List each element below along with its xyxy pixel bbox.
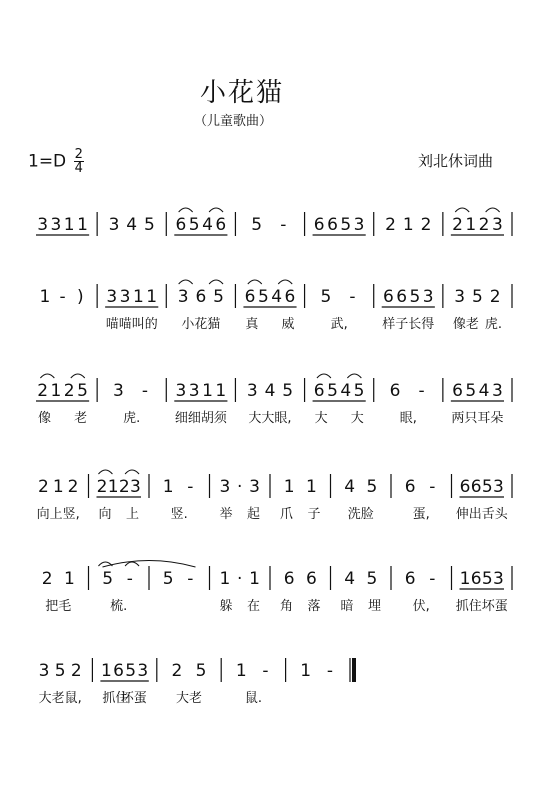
note: 6 xyxy=(195,287,207,307)
lyric-text: 老 xyxy=(74,411,88,426)
slur-arc xyxy=(125,470,139,474)
note: 4 xyxy=(264,381,276,401)
note: 2 xyxy=(96,477,108,497)
note: 1 xyxy=(402,215,414,235)
lyric-text: 虎. xyxy=(123,411,141,426)
note: 3 xyxy=(491,215,503,235)
note: 6 xyxy=(382,287,394,307)
note: 5 xyxy=(77,381,88,401)
song-subtitle: （儿童歌曲） xyxy=(194,114,273,129)
lyric-text: 躲 xyxy=(219,599,233,614)
note: 6 xyxy=(470,477,482,497)
lyric-text: 鼠. xyxy=(244,691,262,706)
lyric-text: 大 xyxy=(314,411,328,426)
note: 3 xyxy=(130,477,141,497)
note: 2 xyxy=(63,381,75,401)
note: 5 xyxy=(327,381,338,401)
note: - xyxy=(280,215,287,235)
note: 3 xyxy=(491,381,503,401)
note: 2 xyxy=(67,477,79,497)
note: 6 xyxy=(244,287,256,307)
note: 5 xyxy=(54,661,66,681)
note: 6 xyxy=(404,569,416,589)
note: 1 xyxy=(305,477,317,497)
lyric-text: 真 xyxy=(245,317,259,332)
note: 5 xyxy=(257,287,269,307)
lyric-text: 爪 xyxy=(280,507,294,522)
note: 1 xyxy=(50,381,62,401)
note: 1 xyxy=(63,569,75,589)
note: 6 xyxy=(305,569,317,589)
note: 2 xyxy=(478,215,490,235)
lyric-text: 起 xyxy=(246,507,260,522)
note: 2 xyxy=(420,215,432,235)
note: 4 xyxy=(340,381,352,401)
slur-arc xyxy=(98,470,112,474)
lyric-text: 眼, xyxy=(399,411,417,426)
note: · xyxy=(237,477,243,497)
slur-arc xyxy=(209,280,223,284)
note: 3 xyxy=(38,661,50,681)
note: 5 xyxy=(213,287,224,307)
note: 5 xyxy=(409,287,421,307)
note: 3 xyxy=(137,661,149,681)
lyric-text: 抓住 xyxy=(102,691,129,706)
slur-arc xyxy=(125,562,139,566)
lyric-text: 威 xyxy=(281,317,295,332)
note: 2 xyxy=(489,287,501,307)
note: 5 xyxy=(481,477,493,497)
slur-arc xyxy=(347,374,361,378)
note: 4 xyxy=(126,215,138,235)
lyric-text: 蛋, xyxy=(412,507,430,522)
lyric-text: 喵喵叫的 xyxy=(105,317,158,332)
note: 6 xyxy=(215,215,227,235)
note: 2 xyxy=(385,215,396,235)
note: 6 xyxy=(327,215,338,235)
lyric-text: 暗 xyxy=(340,599,354,614)
note: 3 xyxy=(113,381,124,401)
note: 6 xyxy=(313,215,325,235)
slur-arc xyxy=(179,208,193,212)
note: 5 xyxy=(162,569,174,589)
slur-arc xyxy=(455,208,469,212)
note: 5 xyxy=(465,381,477,401)
note: 1 xyxy=(63,215,75,235)
note: 5 xyxy=(366,569,378,589)
lyric-text: 武, xyxy=(330,317,348,332)
note: 2 xyxy=(38,477,49,497)
note: 3 xyxy=(246,381,258,401)
note: 1 xyxy=(146,287,158,307)
note: - xyxy=(429,477,436,497)
note: 3 xyxy=(353,215,365,235)
lyric-text: 小花猫 xyxy=(181,317,221,332)
note: 2 xyxy=(37,381,49,401)
lyric-text: 举 xyxy=(219,507,233,522)
lyric-text: 大 xyxy=(350,411,364,426)
note: 6 xyxy=(113,661,124,681)
note: 5 xyxy=(188,215,200,235)
note: 1 xyxy=(219,569,231,589)
note: 3 xyxy=(188,381,200,401)
note: 1 xyxy=(465,215,477,235)
note: 4 xyxy=(344,569,356,589)
note: 6 xyxy=(389,381,401,401)
note: 6 xyxy=(470,569,482,589)
lyric-text: 洗脸 xyxy=(347,507,374,522)
note: 6 xyxy=(396,287,408,307)
lyric-text: 抓住坏蛋 xyxy=(455,599,508,614)
note: 6 xyxy=(459,477,471,497)
lyric-text: 虎. xyxy=(484,317,502,332)
note: 2 xyxy=(171,661,183,681)
note: 1 xyxy=(77,215,88,235)
note: 3 xyxy=(177,287,189,307)
lyric-text: 大老鼠, xyxy=(38,691,82,706)
lyric-text: 像老 xyxy=(452,317,479,332)
key-label: 1=D xyxy=(28,151,67,172)
lyric-text: 上 xyxy=(125,507,139,522)
lyric-text: 像 xyxy=(38,411,52,426)
note: - xyxy=(429,569,436,589)
lyric-text: 样子长得 xyxy=(382,317,435,332)
note: 5 xyxy=(340,215,352,235)
note: 4 xyxy=(202,215,213,235)
note: 5 xyxy=(102,569,114,589)
note: - xyxy=(262,661,269,681)
lyric-text: 伏, xyxy=(412,599,430,614)
note: 5 xyxy=(481,569,493,589)
note: 5 xyxy=(144,215,155,235)
lyric-text: 角 xyxy=(280,599,294,614)
note: 5 xyxy=(366,477,378,497)
slur-arc xyxy=(209,208,223,212)
lyric-text: 埋 xyxy=(367,599,381,614)
lyric-text: 把毛 xyxy=(45,599,72,614)
lyric-text: 伸出舌头 xyxy=(455,507,508,522)
lyric-text: 子 xyxy=(307,507,321,522)
note: 1 xyxy=(215,381,227,401)
note: 3 xyxy=(493,569,504,589)
note: 6 xyxy=(175,215,187,235)
note: 6 xyxy=(313,381,325,401)
note: - xyxy=(187,569,194,589)
note: 3 xyxy=(50,215,62,235)
lyric-text: 向 xyxy=(98,507,112,522)
lyric-text: 大大眼, xyxy=(248,411,292,426)
final-barline xyxy=(352,658,356,682)
lyric-text: 两只耳朵 xyxy=(451,411,504,426)
note: - xyxy=(141,381,149,401)
note: 3 xyxy=(106,287,118,307)
lyric-text: 在 xyxy=(246,599,260,614)
time-signature-numerator: 2 xyxy=(74,147,83,162)
note: 1 xyxy=(162,477,174,497)
note: 3 xyxy=(175,381,187,401)
note: 3 xyxy=(108,215,120,235)
note: 1 xyxy=(283,477,295,497)
note: 6 xyxy=(284,287,296,307)
note: 3 xyxy=(119,287,131,307)
lyric-text: 落 xyxy=(307,599,321,614)
note: 1 xyxy=(39,287,51,307)
note: 1 xyxy=(235,661,247,681)
note: ) xyxy=(76,287,84,307)
slur-arc xyxy=(278,280,292,284)
note: - xyxy=(59,287,66,307)
note: 3 xyxy=(249,477,260,497)
note: 4 xyxy=(478,381,490,401)
note: 5 xyxy=(353,381,365,401)
author-credit: 刘北休词曲 xyxy=(418,152,494,170)
note: 1 xyxy=(249,569,260,589)
note: 3 xyxy=(422,287,434,307)
slur-arc xyxy=(179,280,193,284)
note: 5 xyxy=(125,661,137,681)
note: 3 xyxy=(454,287,466,307)
note: 5 xyxy=(320,287,332,307)
lyric-text: 梳. xyxy=(110,599,128,614)
lyric-text: 竖. xyxy=(170,507,188,522)
slur-arc xyxy=(248,280,262,284)
note: - xyxy=(418,381,425,401)
note: 5 xyxy=(472,287,483,307)
note: 5 xyxy=(251,215,263,235)
slur-arc xyxy=(71,374,85,378)
note: 5 xyxy=(282,381,294,401)
song-title: 小花猫 xyxy=(200,78,285,108)
note: - xyxy=(349,287,356,307)
note: 3 xyxy=(37,215,49,235)
slur-arc xyxy=(486,208,500,212)
lyric-text: 向上竖, xyxy=(36,507,80,522)
note: 6 xyxy=(452,381,463,401)
note: 2 xyxy=(452,215,463,235)
slur-arc xyxy=(317,374,331,378)
note: 4 xyxy=(344,477,356,497)
slur-arc xyxy=(40,374,54,378)
note: 6 xyxy=(404,477,416,497)
note: - xyxy=(126,569,133,589)
note: 1 xyxy=(52,477,64,497)
lyric-text: 细细胡须 xyxy=(174,411,227,426)
lyric-text: 坏蛋 xyxy=(120,691,147,706)
note: 3 xyxy=(493,477,504,497)
note: 1 xyxy=(459,569,471,589)
time-signature-denominator: 4 xyxy=(74,161,83,176)
note: 1 xyxy=(300,661,312,681)
note: 2 xyxy=(41,569,53,589)
note: 1 xyxy=(202,381,213,401)
note: 1 xyxy=(101,661,112,681)
note: 1 xyxy=(107,477,119,497)
note: · xyxy=(237,569,243,589)
note: 3 xyxy=(219,477,231,497)
note: - xyxy=(326,661,333,681)
note: 6 xyxy=(283,569,295,589)
note: 4 xyxy=(271,287,283,307)
note: - xyxy=(187,477,194,497)
note: 2 xyxy=(118,477,130,497)
note: 1 xyxy=(132,287,144,307)
lyric-text: 大老 xyxy=(175,691,203,706)
note: 2 xyxy=(70,661,82,681)
note: 5 xyxy=(195,661,207,681)
